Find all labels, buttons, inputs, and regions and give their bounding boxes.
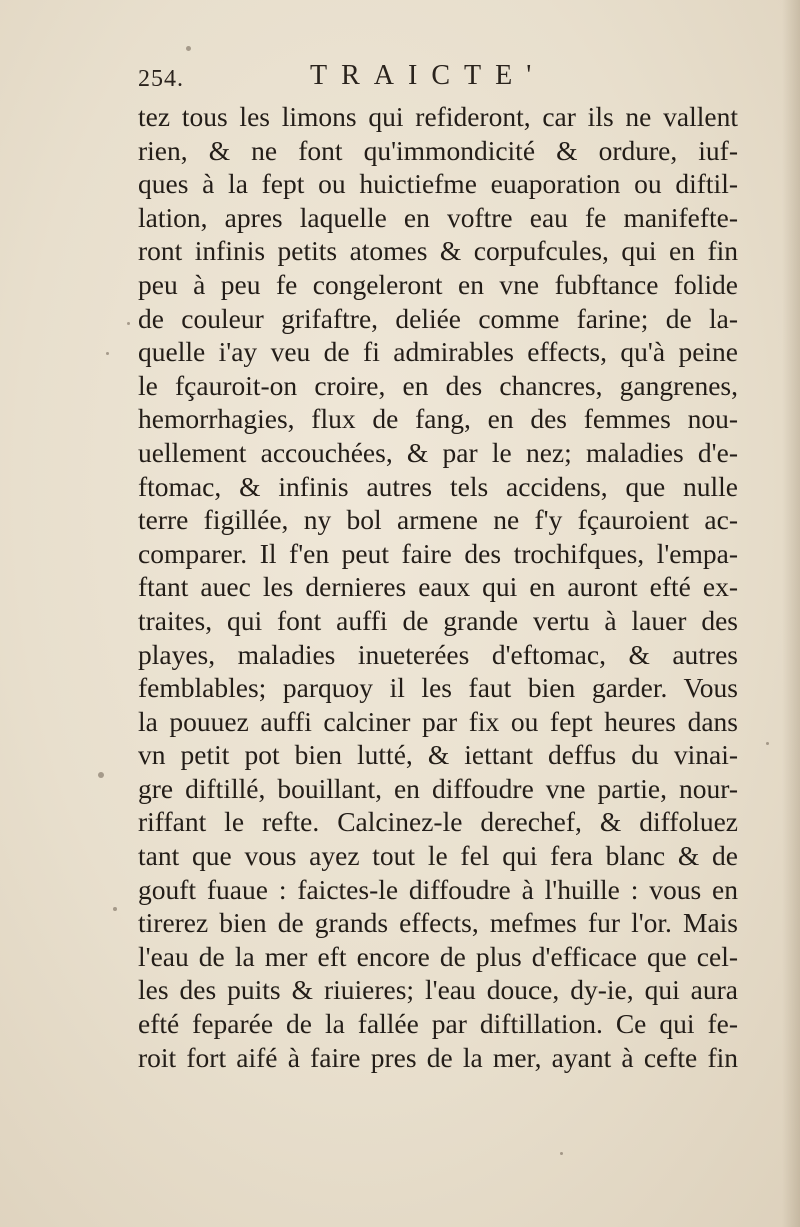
text-line: tant que vous ayez tout le fel qui fera blanc & de [138,840,738,872]
page-header [138,58,738,98]
text-line: gre diftillé, bouillant, en diffoudre vne partie, nour- [138,772,738,804]
text-line: ftomac, & infinis autres tels accidens, que nulle [138,470,738,502]
text-line: tirerez bien de grands effects, mefmes fur l'or. Mais [138,907,738,939]
paper-speck [186,46,191,51]
text-line: traites, qui font auffi de grande vertu à lauer des [138,604,738,636]
page-edge-shadow [782,0,800,1227]
page-number: 254. [138,66,184,92]
text-line: uellement accouchées, & par le nez; maladies d'e- [138,436,738,468]
text-line: les des puits & riuieres; l'eau douce, dy-ie, qui aura [138,974,738,1006]
text-line: terre figillée, ny bol armene ne f'y fçauroient ac- [138,504,738,536]
paper-speck [560,1152,563,1155]
text-line: tez tous les limons qui refideront, car ils ne vallent [138,101,738,132]
text-line: hemorrhagies, flux de fang, en des femmes nou- [138,403,738,435]
text-line: gouft fuaue : faictes-le diffoudre à l'huille : vous en [138,873,738,905]
text-line: playes, maladies inueterées d'eftomac, & autres [138,638,738,670]
paper-speck [127,322,130,325]
text-line: quelle i'ay veu de fi admirables effects, qu'à peine [138,336,738,368]
text-line: ftant auec les dernieres eaux qui en auront efté ex- [138,571,738,603]
text-line: efté feparée de la fallée par diftillation. Ce qui fe- [138,1008,738,1040]
text-line: peu à peu fe congeleront en vne fubftance folide [138,268,738,300]
text-line: riffant le refte. Calcinez-le derechef, & diffoluez [138,806,738,838]
paper-speck [766,742,769,745]
text-line: rien, & ne font qu'immondicité & ordure, iuf- [138,134,738,166]
text-line: vn petit pot bien lutté, & iettant deffus du vinai- [138,739,738,771]
body-text [138,100,738,1074]
text-line: ront infinis petits atomes & corpufcules, qui en fin [138,235,738,267]
text-line: ques à la fept ou huictiefme euaporation ou diftil- [138,168,738,200]
text-line: comparer. Il f'en peut faire des trochifques, l'empa- [138,537,738,569]
running-head: TRAICTE' [310,60,546,91]
paper-speck [106,352,109,355]
text-line: la pouuez auffi calciner par fix ou fept heures dans [138,705,738,737]
paper-speck [98,772,104,778]
text-line: l'eau de la mer eft encore de plus d'efficace que cel- [138,940,738,972]
text-line: roit fort aifé à faire pres de la mer, ayant à cefte fin [138,1041,738,1073]
text-line: le fçauroit-on croire, en des chancres, gangrenes, [138,369,738,401]
paper-speck [113,907,117,911]
text-line: de couleur grifaftre, deliée comme farine; de la- [138,302,738,334]
text-line: lation, apres laquelle en voftre eau fe manifefte- [138,201,738,233]
text-line: femblables; parquoy il les faut bien garder. Vous [138,672,738,704]
